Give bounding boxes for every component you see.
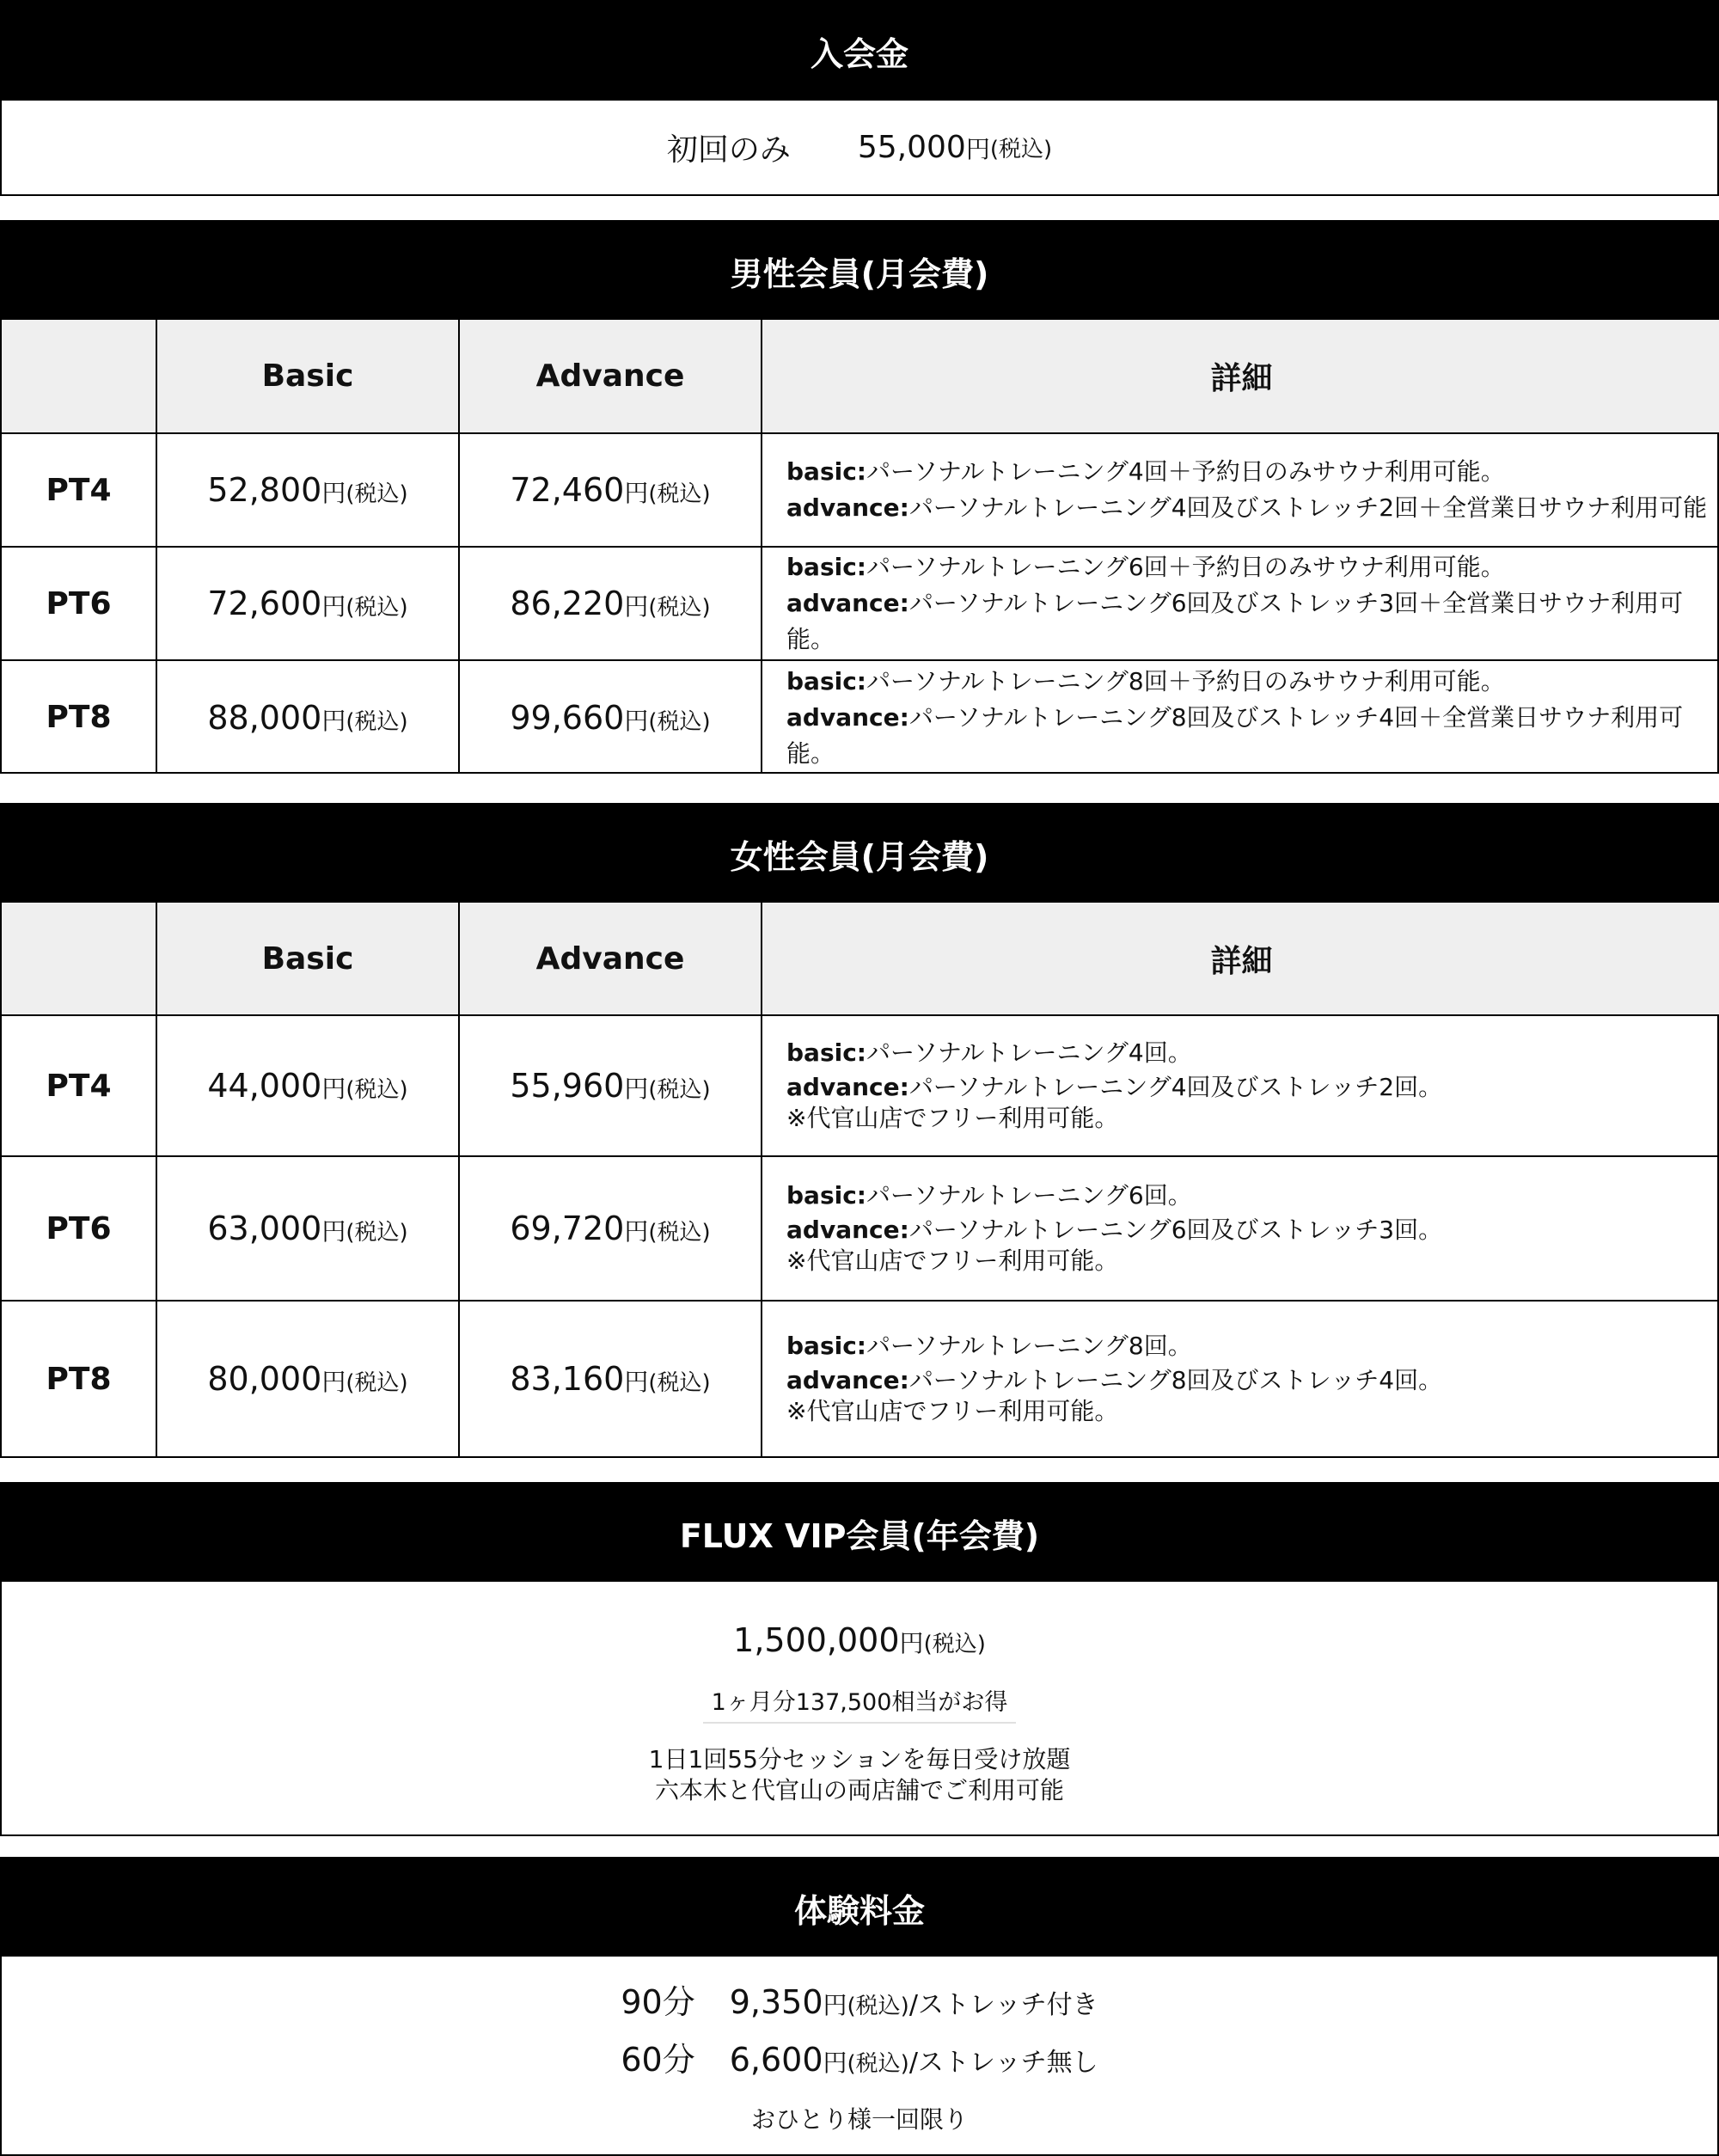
- plan-name: PT8: [2, 1301, 156, 1456]
- plan-detail: [762, 1156, 1719, 1301]
- header-detail: 詳細: [762, 320, 1719, 433]
- price-value: 52,800: [207, 471, 322, 509]
- table-row: [2, 433, 1719, 547]
- detail-key: advance:: [786, 1366, 909, 1394]
- tax-included: (税込): [648, 708, 711, 735]
- detail-text: パーソナルトレーニング6回及びストレッチ3回＋全営業日サウナ利用可能。: [786, 589, 1684, 653]
- yen-unit: 円: [624, 1217, 649, 1246]
- tax-included: (税込): [346, 708, 408, 735]
- detail-text: パーソナルトレーニング4回＋予約日のみサウナ利用可能。: [866, 457, 1505, 486]
- table-row: [2, 660, 1719, 774]
- basic-price: [156, 433, 459, 547]
- yen-unit: 円: [624, 706, 649, 735]
- plan-detail: [762, 547, 1719, 660]
- yen-unit: 円: [899, 1629, 924, 1657]
- detail-advance-line: [786, 1365, 1719, 1396]
- plan-name: PT8: [2, 660, 156, 774]
- plan-name: PT4: [2, 1015, 156, 1156]
- yen-unit: 円: [321, 479, 346, 507]
- detail-key: basic:: [786, 457, 866, 486]
- male-price-table: [2, 320, 1719, 774]
- detail-text: パーソナルトレーニング4回及びストレッチ2回。: [908, 1073, 1443, 1101]
- detail-text: パーソナルトレーニング6回。: [866, 1181, 1192, 1210]
- vip-membership-section: [0, 1482, 1719, 1836]
- trial-row: [2, 1975, 1717, 2033]
- detail-text: パーソナルトレーニング8回及びストレッチ4回＋全営業日サウナ利用可能。: [786, 702, 1684, 768]
- tax-included: (税込): [989, 137, 1053, 162]
- yen-unit: 円: [321, 1368, 346, 1396]
- yen-unit: 円: [823, 2049, 847, 2077]
- plan-name: PT4: [2, 433, 156, 547]
- detail-note: ※代官山店でフリー利用可能。: [786, 1397, 1119, 1425]
- yen-unit: 円: [321, 1075, 346, 1103]
- detail-key: advance:: [786, 493, 909, 522]
- detail-basic-line: [786, 549, 1719, 585]
- female-price-table: [2, 903, 1719, 1456]
- table-header-row: [2, 903, 1719, 1015]
- entry-fee-label: 初回のみ: [666, 132, 791, 168]
- header-blank: [2, 903, 156, 1015]
- price-value: 80,000: [207, 1360, 322, 1398]
- header-advance: Advance: [459, 320, 762, 433]
- detail-basic-line: [786, 454, 1719, 490]
- advance-price: [459, 660, 762, 774]
- entry-fee-section: [0, 0, 1719, 196]
- price-value: 1,500,000: [733, 1621, 900, 1659]
- trial-note: おひとり様一回限り: [750, 2105, 968, 2134]
- detail-text: パーソナルトレーニング8回及びストレッチ4回。: [908, 1366, 1443, 1394]
- trial-suffix: /ストレッチ付き: [908, 1990, 1098, 2020]
- basic-price: [156, 1156, 459, 1301]
- detail-note: ※代官山店でフリー利用可能。: [786, 1104, 1119, 1132]
- plan-detail: [762, 660, 1719, 774]
- header-basic: Basic: [156, 320, 459, 433]
- tax-included: (税込): [923, 1632, 986, 1657]
- table-row: [2, 1301, 1719, 1456]
- plan-detail: [762, 1301, 1719, 1456]
- tax-included: (税込): [648, 1220, 711, 1246]
- detail-text: パーソナルトレーニング8回。: [866, 1332, 1192, 1360]
- price-value: 69,720: [510, 1210, 625, 1247]
- detail-key: basic:: [786, 666, 866, 695]
- price-value: 99,660: [510, 698, 625, 737]
- header-detail: 詳細: [762, 903, 1719, 1015]
- tax-included: (税込): [346, 1220, 408, 1246]
- yen-unit: 円: [624, 479, 649, 507]
- detail-key: advance:: [786, 1073, 909, 1101]
- plan-detail: [762, 1015, 1719, 1156]
- advance-price: [459, 1015, 762, 1156]
- vip-note-line: 1日1回55分セッションを毎日受け放題: [648, 1745, 1071, 1773]
- price-value: 9,350: [729, 1983, 823, 2021]
- basic-price: [156, 660, 459, 774]
- female-membership-title: 女性会員(月会費): [2, 805, 1717, 903]
- vip-body: [2, 1614, 1717, 1806]
- trial-duration: 90分: [621, 1983, 695, 2021]
- detail-key: basic:: [786, 553, 866, 581]
- tax-included: (税込): [648, 595, 711, 621]
- table-row: [2, 547, 1719, 660]
- price-value: 6,600: [729, 2041, 823, 2079]
- price-value: 86,220: [510, 585, 625, 622]
- trial-fee-title: 体験料金: [2, 1859, 1717, 1957]
- price-value: 72,600: [207, 585, 322, 622]
- tax-included: (税込): [346, 481, 408, 507]
- detail-text: パーソナルトレーニング8回＋予約日のみサウナ利用可能。: [866, 666, 1505, 695]
- price-value: 44,000: [207, 1067, 322, 1105]
- yen-unit: 円: [823, 1991, 847, 2019]
- detail-key: advance:: [786, 589, 909, 617]
- yen-unit: 円: [321, 706, 346, 735]
- trial-suffix: /ストレッチ無し: [908, 2048, 1098, 2078]
- basic-price: [156, 1015, 459, 1156]
- header-basic: Basic: [156, 903, 459, 1015]
- advance-price: [459, 1156, 762, 1301]
- detail-text: パーソナルトレーニング6回＋予約日のみサウナ利用可能。: [866, 553, 1505, 581]
- tax-included: (税込): [648, 1077, 711, 1103]
- detail-basic-line: [786, 664, 1719, 700]
- header-blank: [2, 320, 156, 433]
- detail-advance-line: [786, 1215, 1719, 1246]
- female-membership-section: [0, 803, 1719, 1458]
- trial-body: [2, 1957, 1717, 2139]
- detail-key: basic:: [786, 1038, 866, 1067]
- tax-included: (税込): [847, 1994, 909, 2019]
- detail-basic-line: [786, 1180, 1719, 1211]
- advance-price: [459, 433, 762, 547]
- yen-unit: 円: [321, 1217, 346, 1246]
- yen-unit: 円: [624, 592, 649, 621]
- yen-unit: 円: [321, 592, 346, 621]
- advance-price: [459, 1301, 762, 1456]
- detail-advance-line: [786, 1072, 1719, 1103]
- trial-row: [2, 2033, 1717, 2091]
- detail-basic-line: [786, 1331, 1719, 1362]
- price-value: 55,960: [510, 1067, 625, 1105]
- detail-key: advance:: [786, 702, 909, 732]
- entry-fee-body: [2, 101, 1717, 194]
- yen-unit: 円: [624, 1368, 649, 1396]
- vip-note: [2, 1744, 1717, 1806]
- basic-price: [156, 547, 459, 660]
- plan-name: PT6: [2, 1156, 156, 1301]
- detail-key: advance:: [786, 1216, 909, 1244]
- tax-included: (税込): [648, 1370, 711, 1396]
- vip-membership-title: FLUX VIP会員(年会費): [2, 1484, 1717, 1582]
- detail-text: パーソナルトレーニング4回。: [866, 1038, 1192, 1067]
- detail-advance-line: [786, 700, 1719, 772]
- male-membership-section: [0, 220, 1719, 774]
- tax-included: (税込): [346, 595, 408, 621]
- price-value: 63,000: [207, 1210, 322, 1247]
- detail-advance-line: [786, 490, 1719, 526]
- entry-fee-title: 入会金: [2, 2, 1717, 101]
- tax-included: (税込): [346, 1370, 408, 1396]
- table-header-row: [2, 320, 1719, 433]
- detail-text: パーソナルトレーニング6回及びストレッチ3回。: [908, 1216, 1443, 1244]
- vip-price: [2, 1614, 1717, 1670]
- price-value: 88,000: [207, 698, 322, 737]
- male-membership-title: 男性会員(月会費): [2, 222, 1717, 320]
- trial-fee-section: [0, 1857, 1719, 2156]
- detail-advance-line: [786, 585, 1719, 658]
- table-row: [2, 1156, 1719, 1301]
- detail-key: basic:: [786, 1181, 866, 1210]
- tax-included: (税込): [346, 1077, 408, 1103]
- vip-savings-badge: 1ヶ月分137,500相当がお得: [703, 1684, 1017, 1724]
- detail-basic-line: [786, 1038, 1719, 1069]
- basic-price: [156, 1301, 459, 1456]
- plan-name: PT6: [2, 547, 156, 660]
- header-advance: Advance: [459, 903, 762, 1015]
- plan-detail: [762, 433, 1719, 547]
- tax-included: (税込): [847, 2051, 909, 2077]
- advance-price: [459, 547, 762, 660]
- tax-included: (税込): [648, 481, 711, 507]
- price-value: 72,460: [510, 471, 625, 509]
- price-value: 83,160: [510, 1360, 625, 1398]
- entry-fee-price: 55,000: [857, 130, 966, 165]
- detail-text: パーソナルトレーニング4回及びストレッチ2回＋全営業日サウナ利用可能: [908, 493, 1708, 522]
- detail-key: basic:: [786, 1332, 866, 1360]
- trial-duration: 60分: [621, 2041, 695, 2079]
- detail-note: ※代官山店でフリー利用可能。: [786, 1246, 1119, 1275]
- yen-unit: 円: [624, 1075, 649, 1103]
- vip-note-line: 六本木と代官山の両店舗でご利用可能: [654, 1776, 1064, 1804]
- table-row: [2, 1015, 1719, 1156]
- yen-unit: 円: [965, 134, 990, 163]
